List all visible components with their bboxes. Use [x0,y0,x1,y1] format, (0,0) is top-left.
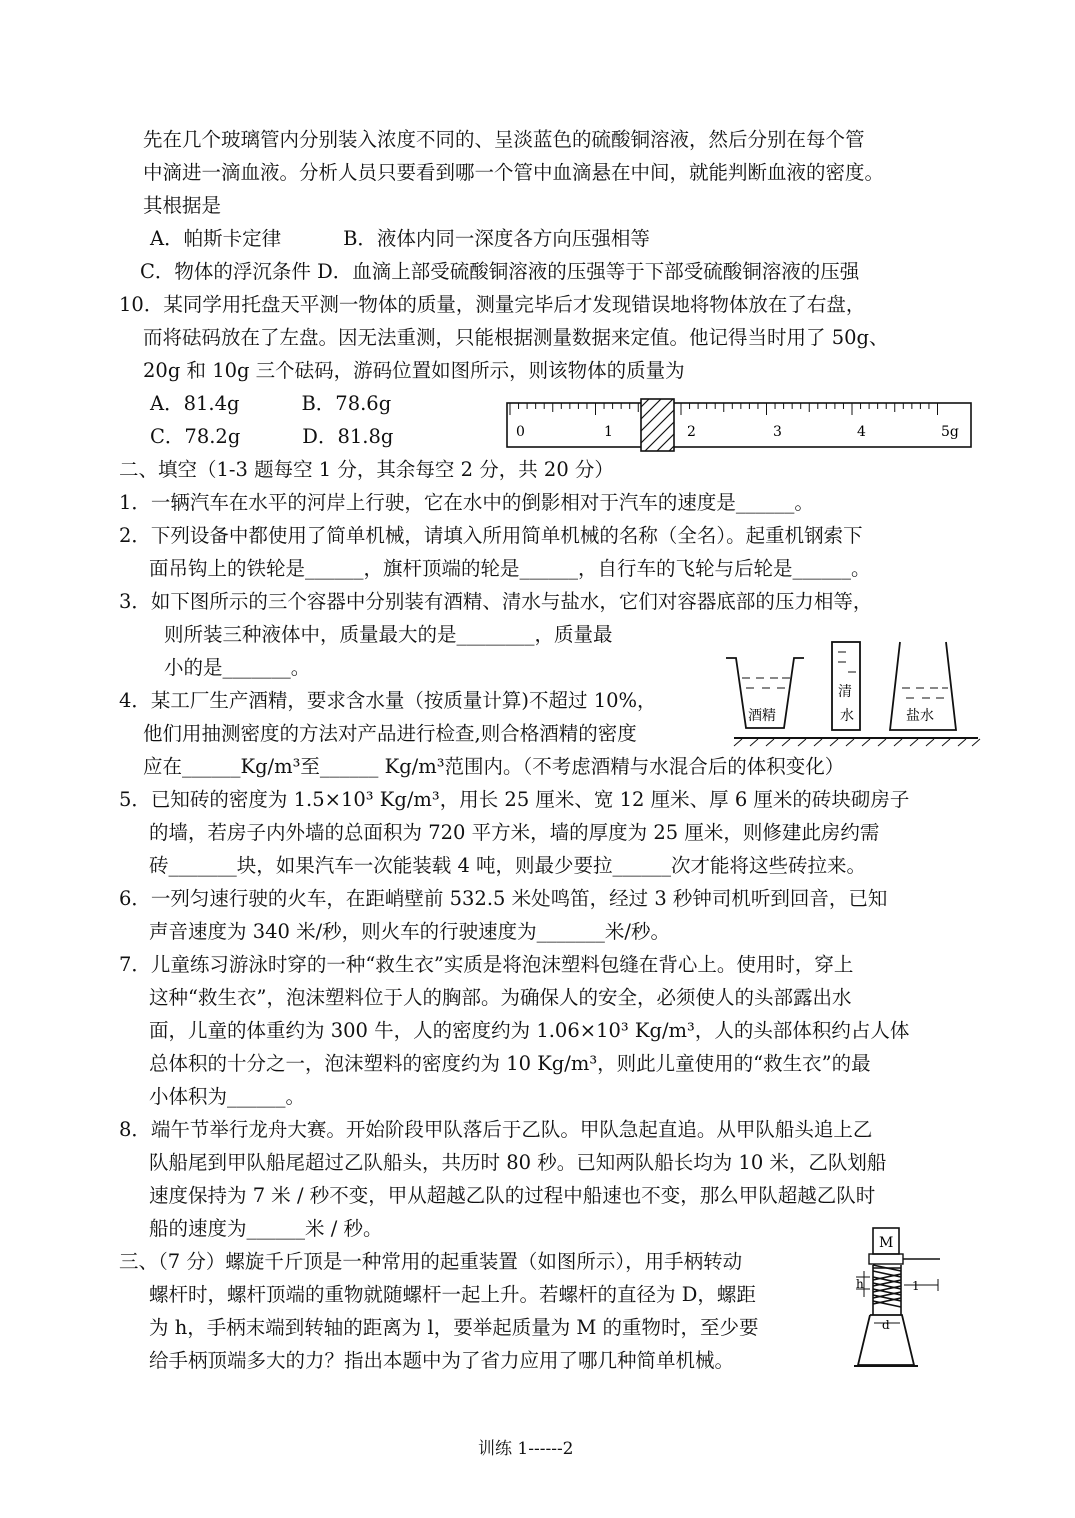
label-water-1: 清 [838,684,852,700]
ruler-label-4: 4 [857,424,866,440]
page-footer: 训练 1------2 [478,1439,574,1459]
text-line: 给手柄顶端多大的力？指出本题中为了省力应用了哪几种简单机械。 [149,1349,735,1372]
text-line: 3．如下图所示的三个容器中分别装有酒精、清水与盐水，它们对容器底部的压力相等， [119,590,873,613]
label-mass: M [879,1235,894,1251]
text-line: 5．已知砖的密度为 1.5×10³ Kg/m³，用长 25 厘米、宽 12 厘米、厚 6 厘米的砖块砌房子 [119,788,910,811]
text-line: 中滴进一滴血液。分析人员只要看到哪一个管中血滴悬在中间，就能判断血液的密度。 [143,161,885,184]
text-line: 速度保持为 7 米 / 秒不变，甲从超越乙队的过程中船速也不变，那么甲队超越乙队时 [149,1184,876,1207]
text-line: 砖_______块，如果汽车一次能装载 4 吨，则最少要拉______次才能将这些砖拉来。 [149,854,867,877]
text-line: 应在______Kg/m³至______ Kg/m³范围内。（不考虑酒精与水混合后的体积变化） [143,755,845,778]
text-line: 船的速度为______米 / 秒。 [149,1217,383,1240]
text-line: 二、填空（1-3 题每空 1 分，其余每空 2 分，共 20 分） [119,458,614,481]
label-alcohol: 酒精 [748,708,776,724]
text-line: C．物体的浮沉条件 D．血滴上部受硫酸铜溶液的压强等于下部受硫酸铜溶液的压强 [140,260,860,283]
text-line: A．81.4g B．78.6g [150,392,392,415]
text-line: 7．儿童练习游泳时穿的一种“救生衣”实质是将泡沫塑料包缝在背心上。使用时，穿上 [119,953,854,976]
text-line: 小体积为______。 [149,1085,306,1108]
label-pitch-h: h [856,1277,864,1291]
label-handle-l: 1 [912,1279,920,1293]
text-line: C．78.2g D．81.8g [150,425,394,448]
text-line: 为 h，手柄末端到转轴的距离为 l，要举起质量为 M 的重物时，至少要 [149,1316,759,1339]
text-line: 面吊钩上的铁轮是______，旗杆顶端的轮是______，自行车的飞轮与后轮是______。 [149,557,871,580]
text-line: 队船尾到甲队船尾超过乙队船头，共历时 80 秒。已知两队船长均为 10 米，乙队划船 [149,1151,887,1174]
text-line: 20g 和 10g 三个砝码，游码位置如图所示，则该物体的质量为 [143,359,685,382]
ruler-label-2: 2 [687,424,696,440]
label-saltwater: 盐水 [906,708,934,724]
text-line: 8．端午节举行龙舟大赛。开始阶段甲队落后于乙队。甲队急起直追。从甲队船头追上乙 [119,1118,873,1141]
text-line: 三、（7 分）螺旋千斤顶是一种常用的起重装置（如图所示），用手柄转动 [119,1250,743,1273]
text-line: 小的是_______。 [164,656,311,679]
ruler-label-5g: 5g [941,424,959,440]
label-water-2: 水 [840,708,854,724]
text-line: 10．某同学用托盘天平测一物体的质量，测量完毕后才发现错误地将物体放在了右盘， [119,293,866,316]
ruler-label-1: 1 [604,424,613,440]
ruler-label-3: 3 [773,424,782,440]
label-diameter-d: d [882,1318,890,1332]
text-line: 而将砝码放在了左盘。因无法重测，只能根据测量数据来定值。他记得当时用了 50g、 [143,326,889,349]
text-line: 的墙，若房子内外墙的总面积为 720 平方米，墙的厚度为 25 厘米，则修建此房约需 [149,821,880,844]
text-line: 其根据是 [143,194,222,217]
text-line: 则所装三种液体中，质量最大的是________，质量最 [164,623,613,646]
text-line: 总体积的十分之一，泡沫塑料的密度约为 10 Kg/m³，则此儿童使用的“救生衣”的最 [149,1052,871,1075]
text-line: 6．一列匀速行驶的火车，在距峭壁前 532.5 米处鸣笛，经过 3 秒钟司机听到回音，已知 [119,887,888,910]
text-line: 这种“救生衣”，泡沫塑料位于人的胸部。为确保人的安全，必须使人的头部露出水 [149,986,852,1009]
text-line: 2．下列设备中都使用了简单机械，请填入所用简单机械的名称（全名）。起重机钢索下 [119,524,863,547]
liquid-containers-figure [722,638,982,748]
text-line: 声音速度为 340 米/秒，则火车的行驶速度为_______米/秒。 [149,920,671,943]
text-line: 4．某工厂生产酒精，要求含水量（按质量计算)不超过 10%， [119,689,657,712]
text-line: 螺杆时，螺杆顶端的重物就随螺杆一起上升。若螺杆的直径为 D，螺距 [149,1283,756,1306]
rider-scale-figure [500,395,980,455]
rider-weight [641,399,674,451]
text-line: 先在几个玻璃管内分别装入浓度不同的、呈淡蓝色的硫酸铜溶液，然后分别在每个管 [143,128,865,151]
text-line: 1．一辆汽车在水平的河岸上行驶，它在水中的倒影相对于汽车的速度是______。 [119,491,814,514]
text-line: A．帕斯卡定律 B．液体内同一深度各方向压强相等 [150,227,650,250]
text-line: 面，儿童的体重约为 300 牛，人的密度约为 1.06×10³ Kg/m³，人的头部体积约占人体 [149,1019,910,1042]
ruler-label-0: 0 [516,424,525,440]
screw-jack-figure [848,1225,948,1370]
text-line: 他们用抽测密度的方法对产品进行检查,则合格酒精的密度 [143,722,637,745]
